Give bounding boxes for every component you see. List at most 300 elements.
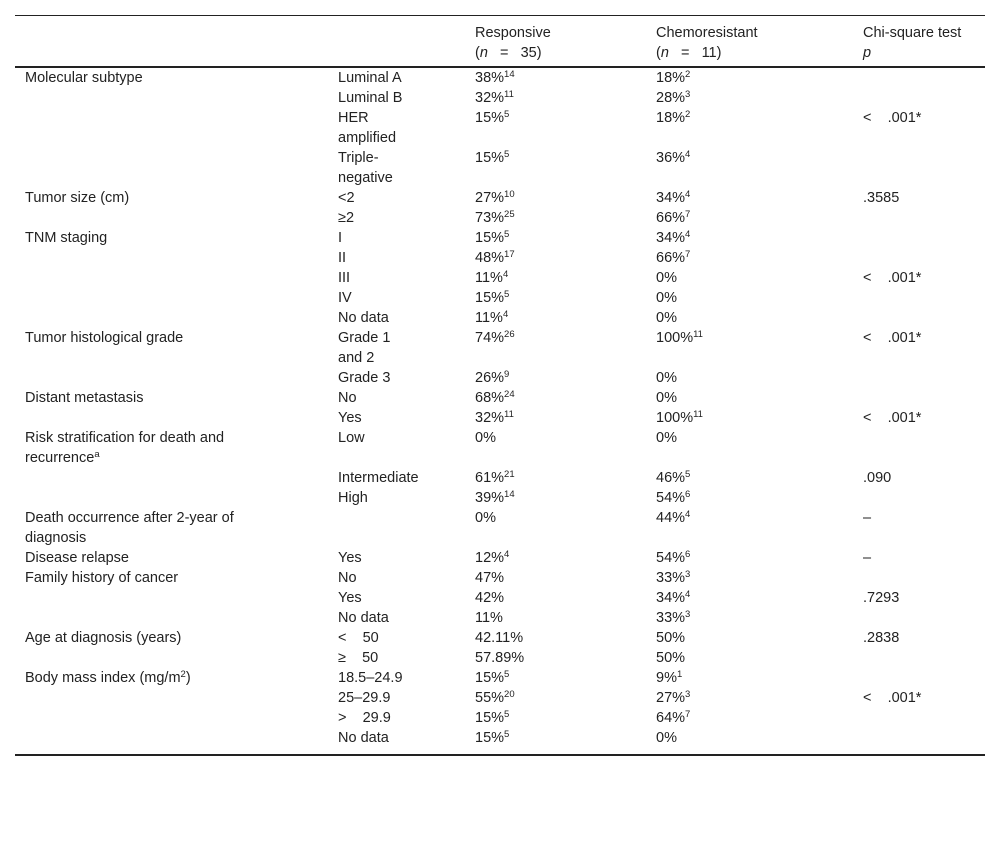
chemoresistant-value: 33%: [656, 570, 686, 586]
chemoresistant-cell: [656, 588, 863, 608]
p-value-cell: [863, 428, 985, 468]
chemoresistant-cell: [656, 368, 863, 388]
table-row: [15, 588, 985, 608]
responsive-value: 74%: [475, 330, 505, 346]
p-value: .2838: [863, 630, 900, 646]
table-row: [15, 628, 985, 648]
category-label: Intermediate: [338, 470, 419, 486]
chemoresistant-cell: [656, 248, 863, 268]
responsive-cell: [475, 228, 656, 248]
responsive-cell: [475, 328, 656, 368]
responsive-value: 32%: [475, 410, 505, 426]
category-label: No data: [338, 310, 389, 326]
count-superscript: 11: [693, 409, 703, 420]
responsive-value: 57.89%: [475, 650, 525, 666]
responsive-value: 32%: [475, 90, 505, 106]
category-cell: [338, 408, 475, 428]
header-responsive-label: Responsive: [475, 25, 551, 41]
table-row: [15, 408, 985, 428]
chemoresistant-cell: [656, 428, 863, 468]
category-label: Grade 1 and 2: [338, 330, 391, 366]
p-value-cell: [863, 67, 985, 88]
count-superscript: 6: [685, 489, 691, 500]
chemoresistant-cell: [656, 648, 863, 668]
table-row: [15, 308, 985, 328]
chemoresistant-cell: [656, 388, 863, 408]
table-row: [15, 668, 985, 688]
p-value: .7293: [863, 590, 900, 606]
responsive-value: 48%: [475, 250, 505, 266]
header-chi-label: Chi-square test: [863, 25, 962, 41]
chemoresistant-cell: [656, 288, 863, 308]
responsive-value: 15%: [475, 670, 505, 686]
table-row: [15, 608, 985, 628]
category-label: Low: [338, 430, 365, 446]
chemoresistant-cell: [656, 408, 863, 428]
p-value-cell: [863, 468, 985, 488]
category-label: 18.5–24.9: [338, 670, 403, 686]
chemoresistant-value: 9%: [656, 670, 677, 686]
variable-label: Death occurrence after 2-year of diagnosis: [25, 510, 234, 546]
responsive-cell: [475, 388, 656, 408]
count-superscript: 4: [504, 549, 510, 560]
count-superscript: 7: [685, 709, 691, 720]
table-row: [15, 328, 985, 368]
category-cell: [338, 728, 475, 755]
responsive-cell: [475, 708, 656, 728]
responsive-value: 11%: [475, 610, 503, 626]
chemoresistant-cell: [656, 608, 863, 628]
responsive-value: 27%: [475, 190, 505, 206]
chemoresistant-value: 0%: [656, 270, 677, 286]
variable-cell: [15, 508, 338, 548]
responsive-cell: [475, 148, 656, 188]
variable-cell: [15, 188, 338, 208]
p-value-cell: [863, 108, 985, 148]
p-value-cell: [863, 688, 985, 708]
category-label: No data: [338, 730, 389, 746]
chemoresistant-value: 46%: [656, 470, 686, 486]
category-cell: [338, 288, 475, 308]
variable-label: Age at diagnosis (years): [25, 630, 182, 646]
category-cell: [338, 428, 475, 468]
category-label: HER amplified: [338, 110, 397, 146]
count-superscript: 14: [504, 69, 515, 80]
variable-cell: [15, 108, 338, 148]
variable-cell: [15, 368, 338, 388]
p-value-cell: [863, 268, 985, 288]
chemoresistant-value: 44%: [656, 510, 686, 526]
header-chemoresistant-label: Chemoresistant: [656, 25, 758, 41]
header-responsive: [475, 16, 656, 68]
chemoresistant-cell: [656, 668, 863, 688]
p-value-cell: [863, 228, 985, 248]
count-superscript: 5: [685, 469, 691, 480]
variable-cell: [15, 648, 338, 668]
chemoresistant-cell: [656, 268, 863, 288]
category-cell: [338, 648, 475, 668]
count-superscript: 21: [504, 469, 515, 480]
responsive-value: 42%: [475, 590, 505, 606]
table-row: [15, 108, 985, 148]
category-label: Triple-negative: [338, 150, 393, 186]
p-value-cell: [863, 288, 985, 308]
count-superscript: 2: [685, 109, 691, 120]
variable-cell: [15, 328, 338, 368]
responsive-cell: [475, 108, 656, 148]
variable-label: TNM staging: [25, 230, 108, 246]
p-value-cell: [863, 568, 985, 588]
chemoresistant-value: 54%: [656, 550, 686, 566]
responsive-cell: [475, 588, 656, 608]
variable-label: Tumor size (cm): [25, 190, 130, 206]
header-p-label: p: [863, 45, 872, 61]
responsive-value: 73%: [475, 210, 505, 226]
count-superscript: 5: [504, 709, 510, 720]
header-responsive-n: (n = 35): [475, 45, 542, 61]
table-row: [15, 568, 985, 588]
category-cell: [338, 268, 475, 288]
responsive-value: 11%: [475, 270, 503, 286]
p-value-cell: [863, 668, 985, 688]
chemoresistant-value: 28%: [656, 90, 686, 106]
p-value-cell: [863, 248, 985, 268]
category-label: < 50: [338, 630, 379, 646]
table-row: [15, 368, 985, 388]
table-row: [15, 67, 985, 88]
table-row: [15, 228, 985, 248]
p-value-cell: [863, 648, 985, 668]
responsive-cell: [475, 67, 656, 88]
count-superscript: 11: [693, 329, 703, 340]
variable-label: Distant metastasis: [25, 390, 144, 406]
variable-cell: [15, 228, 338, 248]
table-row: [15, 648, 985, 668]
chemoresistant-cell: [656, 708, 863, 728]
count-superscript: a: [94, 449, 100, 460]
responsive-cell: [475, 88, 656, 108]
count-superscript: 4: [685, 229, 691, 240]
responsive-value: 55%: [475, 690, 505, 706]
chemoresistant-cell: [656, 228, 863, 248]
responsive-cell: [475, 408, 656, 428]
header-variable: [15, 16, 338, 68]
chemoresistant-cell: [656, 468, 863, 488]
count-superscript: 4: [502, 309, 509, 320]
variable-cell: [15, 488, 338, 508]
category-label: ≥ 50: [338, 650, 379, 666]
table-row: [15, 728, 985, 755]
chemoresistant-cell: [656, 728, 863, 755]
chemoresistant-value: 34%: [656, 230, 686, 246]
chemoresistant-cell: [656, 628, 863, 648]
table-row: [15, 428, 985, 468]
table-row: [15, 248, 985, 268]
category-label: Yes: [338, 550, 362, 566]
variable-cell: [15, 688, 338, 708]
p-value-cell: [863, 388, 985, 408]
variable-label: Molecular subtype: [25, 70, 143, 86]
category-label: IV: [338, 290, 352, 306]
chemoresistant-value: 0%: [656, 730, 677, 746]
variable-cell: [15, 148, 338, 188]
category-cell: [338, 508, 475, 548]
table-row: [15, 188, 985, 208]
count-superscript: 1: [676, 669, 683, 680]
category-cell: [338, 468, 475, 488]
responsive-value: 0%: [475, 510, 496, 526]
responsive-cell: [475, 428, 656, 468]
variable-cell: [15, 388, 338, 408]
table-row: [15, 268, 985, 288]
count-superscript: 3: [685, 89, 691, 100]
chemoresistant-cell: [656, 88, 863, 108]
count-superscript: 5: [504, 229, 510, 240]
header-chemoresistant-n: (n = 11): [656, 45, 722, 61]
chemoresistant-cell: [656, 108, 863, 148]
responsive-value: 42.11%: [475, 630, 524, 646]
responsive-cell: [475, 248, 656, 268]
responsive-cell: [475, 728, 656, 755]
chemoresistant-value: 33%: [656, 610, 686, 626]
p-value: < .001*: [863, 690, 922, 706]
variable-label-suffix: ): [185, 670, 191, 686]
p-value-cell: [863, 548, 985, 568]
category-label: II: [338, 250, 347, 266]
p-value: < .001*: [863, 410, 922, 426]
table-row: [15, 508, 985, 548]
p-value: < .001*: [863, 270, 922, 286]
p-value-cell: [863, 708, 985, 728]
table-row: [15, 548, 985, 568]
count-superscript: 10: [504, 189, 515, 200]
responsive-cell: [475, 548, 656, 568]
chemoresistant-cell: [656, 148, 863, 188]
variable-cell: [15, 248, 338, 268]
responsive-value: 26%: [475, 370, 505, 386]
variable-label: Body mass index (mg/m: [25, 670, 181, 686]
variable-cell: [15, 628, 338, 648]
category-label: No data: [338, 610, 389, 626]
responsive-value: 11%: [475, 310, 503, 326]
count-superscript: 2: [180, 669, 186, 680]
count-superscript: 9: [504, 369, 510, 380]
p-value: –: [863, 550, 872, 566]
responsive-cell: [475, 308, 656, 328]
chemoresistant-cell: [656, 188, 863, 208]
table-row: [15, 388, 985, 408]
responsive-value: 0%: [475, 430, 496, 446]
chemoresistant-cell: [656, 508, 863, 548]
p-value-cell: [863, 508, 985, 548]
p-value-cell: [863, 328, 985, 368]
variable-cell: [15, 728, 338, 755]
chemoresistant-value: 66%: [656, 250, 686, 266]
table-row: [15, 468, 985, 488]
responsive-cell: [475, 508, 656, 548]
variable-cell: [15, 268, 338, 288]
count-superscript: 11: [504, 89, 514, 100]
chemoresistant-value: 34%: [656, 190, 686, 206]
responsive-cell: [475, 188, 656, 208]
chemoresistant-value: 54%: [656, 490, 686, 506]
responsive-value: 38%: [475, 70, 505, 86]
responsive-cell: [475, 608, 656, 628]
category-label: Grade 3: [338, 370, 391, 386]
p-value: < .001*: [863, 110, 922, 126]
category-cell: [338, 388, 475, 408]
p-value: < .001*: [863, 330, 922, 346]
category-cell: [338, 688, 475, 708]
p-value-cell: [863, 588, 985, 608]
chemoresistant-cell: [656, 208, 863, 228]
responsive-value: 15%: [475, 710, 505, 726]
chemoresistant-value: 100%: [656, 410, 694, 426]
chemoresistant-cell: [656, 548, 863, 568]
chemoresistant-cell: [656, 688, 863, 708]
count-superscript: 6: [685, 549, 691, 560]
category-cell: [338, 308, 475, 328]
chemoresistant-value: 50%: [656, 650, 686, 666]
chemoresistant-value: 0%: [656, 390, 677, 406]
count-superscript: 4: [685, 589, 691, 600]
table-row: [15, 688, 985, 708]
variable-cell: [15, 67, 338, 88]
variable-cell: [15, 548, 338, 568]
variable-label: Disease relapse: [25, 550, 129, 566]
variable-cell: [15, 288, 338, 308]
category-label: Yes: [338, 590, 362, 606]
chemoresistant-value: 18%: [656, 70, 686, 86]
category-cell: [338, 67, 475, 88]
results-table: [15, 15, 985, 756]
chemoresistant-cell: [656, 308, 863, 328]
header-chi-square: [863, 16, 985, 68]
category-cell: [338, 608, 475, 628]
category-label: <2: [338, 190, 355, 206]
category-cell: [338, 328, 475, 368]
chemoresistant-value: 50%: [656, 630, 686, 646]
p-value-cell: [863, 188, 985, 208]
p-value: .090: [863, 470, 892, 486]
category-label: Luminal B: [338, 90, 403, 106]
chemoresistant-value: 0%: [656, 430, 677, 446]
responsive-cell: [475, 568, 656, 588]
p-value-cell: [863, 408, 985, 428]
p-value-cell: [863, 308, 985, 328]
responsive-value: 39%: [475, 490, 505, 506]
category-cell: [338, 628, 475, 648]
variable-cell: [15, 208, 338, 228]
count-superscript: 4: [685, 509, 691, 520]
count-superscript: 4: [685, 189, 691, 200]
chemoresistant-value: 66%: [656, 210, 686, 226]
chemoresistant-cell: [656, 328, 863, 368]
variable-cell: [15, 88, 338, 108]
table-body: [15, 67, 985, 755]
responsive-cell: [475, 628, 656, 648]
responsive-value: 12%: [475, 550, 505, 566]
responsive-cell: [475, 268, 656, 288]
category-cell: [338, 188, 475, 208]
p-value-cell: [863, 368, 985, 388]
header-row: [15, 16, 985, 68]
p-value-cell: [863, 208, 985, 228]
category-label: ≥2: [338, 210, 355, 226]
category-label: No: [338, 570, 357, 586]
category-cell: [338, 228, 475, 248]
category-label: III: [338, 270, 351, 286]
category-label: High: [338, 490, 368, 506]
variable-cell: [15, 708, 338, 728]
count-superscript: 24: [504, 389, 515, 400]
responsive-cell: [475, 208, 656, 228]
count-superscript: 5: [504, 149, 510, 160]
responsive-value: 15%: [475, 730, 505, 746]
responsive-value: 15%: [475, 290, 505, 306]
count-superscript: 3: [685, 689, 691, 700]
count-superscript: 5: [504, 729, 510, 740]
variable-cell: [15, 408, 338, 428]
count-superscript: 25: [504, 209, 515, 220]
chemoresistant-value: 0%: [656, 370, 677, 386]
category-cell: [338, 248, 475, 268]
responsive-value: 15%: [475, 150, 505, 166]
count-superscript: 5: [504, 109, 510, 120]
responsive-cell: [475, 688, 656, 708]
chemoresistant-value: 100%: [656, 330, 694, 346]
count-superscript: 5: [504, 289, 510, 300]
p-value-cell: [863, 88, 985, 108]
count-superscript: 3: [685, 569, 691, 580]
variable-cell: [15, 588, 338, 608]
variable-cell: [15, 568, 338, 588]
category-label: > 29.9: [338, 710, 391, 726]
variable-label: Risk stratification for death and recurrence: [25, 430, 225, 466]
category-cell: [338, 148, 475, 188]
responsive-value: 61%: [475, 470, 505, 486]
count-superscript: 26: [504, 329, 515, 340]
variable-cell: [15, 428, 338, 468]
category-cell: [338, 208, 475, 228]
chemoresistant-cell: [656, 67, 863, 88]
chemoresistant-value: 27%: [656, 690, 686, 706]
responsive-cell: [475, 648, 656, 668]
category-label: Yes: [338, 410, 362, 426]
table-row: [15, 208, 985, 228]
count-superscript: 5: [504, 669, 510, 680]
p-value-cell: [863, 728, 985, 755]
chemoresistant-value: 36%: [656, 150, 686, 166]
category-cell: [338, 548, 475, 568]
responsive-cell: [475, 668, 656, 688]
count-superscript: 17: [504, 249, 515, 260]
count-superscript: 11: [504, 409, 514, 420]
count-superscript: 7: [685, 209, 691, 220]
table-row: [15, 288, 985, 308]
category-label: Luminal A: [338, 70, 402, 86]
category-cell: [338, 568, 475, 588]
responsive-cell: [475, 488, 656, 508]
variable-label: Family history of cancer: [25, 570, 179, 586]
chemoresistant-cell: [656, 488, 863, 508]
responsive-value: 15%: [475, 110, 505, 126]
category-cell: [338, 88, 475, 108]
category-cell: [338, 588, 475, 608]
category-cell: [338, 668, 475, 688]
count-superscript: 4: [685, 149, 691, 160]
table-row: [15, 708, 985, 728]
